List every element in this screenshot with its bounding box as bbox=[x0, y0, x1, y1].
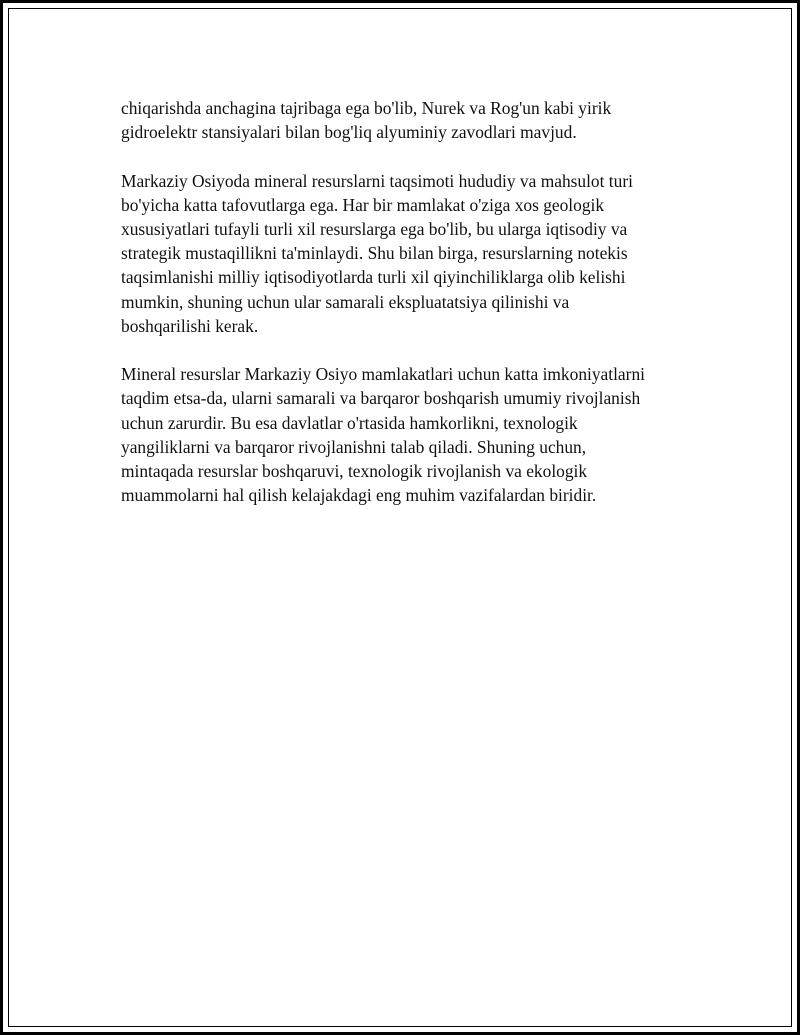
text-line: yangiliklarni va barqaror rivojlanishni talab qiladi. Shuning uchun, bbox=[121, 436, 587, 457]
text-line: mumkin, shuning uchun ular samarali ekspluatatsiya qilinishi va bbox=[121, 291, 570, 312]
text-line: boshqarilishi kerak. bbox=[121, 315, 259, 336]
paragraph-2 bbox=[121, 169, 701, 338]
text-line: muammolarni hal qilish kelajakdagi eng muhim vazifalardan biridir. bbox=[121, 485, 597, 506]
text-line: chiqarishda anchagina tajribaga ega bo'lib, Nurek va Rog'un kabi yirik bbox=[121, 98, 612, 118]
text-line: strategik mustaqillikni ta'minlaydi. Shu bilan birga, resurslarning notekis bbox=[121, 243, 628, 264]
text-line: bo'yicha katta tafovutlarga ega. Har bir mamlakat o'ziga xos geologik bbox=[121, 194, 605, 215]
document-body bbox=[121, 96, 701, 532]
text-line: Mineral resurslar Markaziy Osiyo mamlakatlari uchun katta imkoniyatlarni bbox=[121, 364, 645, 385]
paragraph-1 bbox=[121, 96, 701, 144]
text-line: xususiyatlari tufayli turli xil resurslarga ega bo'lib, bu ularga iqtisodiy va bbox=[121, 219, 628, 239]
text-line: gidroelektr stansiyalari bilan bog'liq alyuminiy zavodlari mavjud. bbox=[121, 122, 577, 143]
text-line: Markaziy Osiyoda mineral resurslarni taqsimoti hududiy va mahsulot turi bbox=[121, 170, 633, 191]
text-line: mintaqada resurslar boshqaruvi, texnologik rivojlanish va ekologik bbox=[121, 461, 588, 482]
text-line: taqsimlanishi milliy iqtisodiyotlarda turli xil qiyinchiliklarga olib kelishi bbox=[121, 267, 626, 288]
paragraph-3 bbox=[121, 362, 701, 507]
text-line: uchun zarurdir. Bu esa davlatlar o'rtasida hamkorlikni, texnologik bbox=[121, 412, 578, 433]
text-line: taqdim etsa-da, ularni samarali va barqaror boshqarish umumiy rivojlanish bbox=[121, 388, 641, 409]
